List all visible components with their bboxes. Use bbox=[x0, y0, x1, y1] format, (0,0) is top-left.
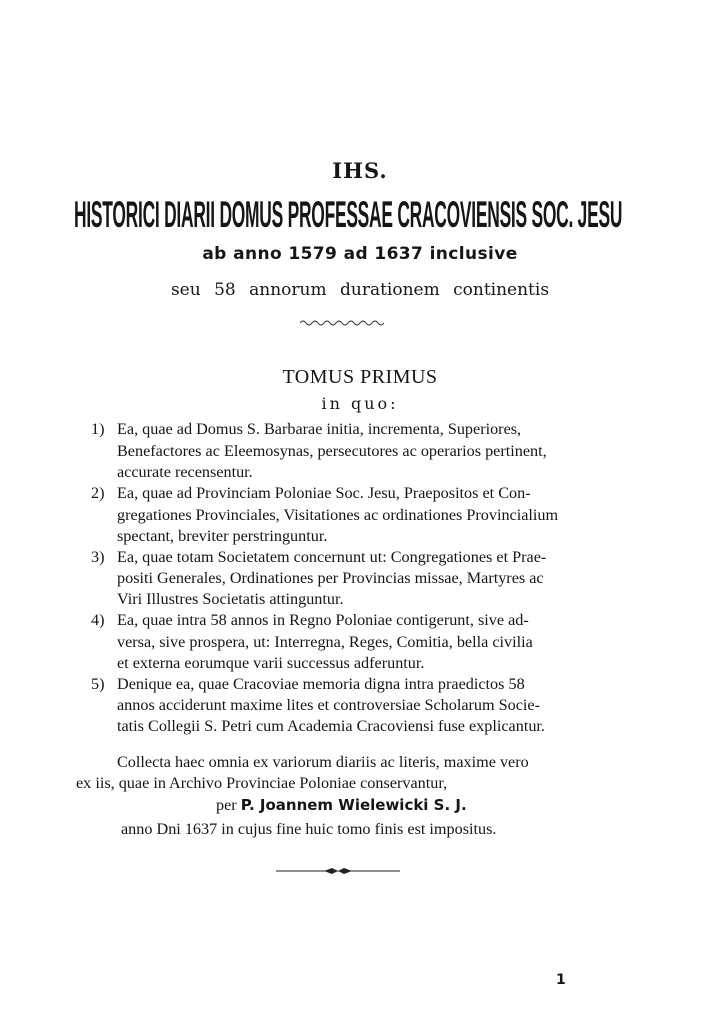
item-line: Benefactores ac Eleemosynas, persecutores ac operarios pertinent, bbox=[117, 442, 547, 460]
tomus-title: TOMUS PRIMUS bbox=[282, 366, 438, 388]
author-line bbox=[216, 795, 467, 815]
item-line: Ea, quae ad Domus S. Barbarae initia, incrementa, Superiores, bbox=[117, 420, 522, 438]
item-line: spectant, breviter perstringuntur. bbox=[117, 527, 328, 545]
subtitle-duration: seu 58 annorum durationem continentis bbox=[170, 280, 550, 300]
item-line: versa, sive prospera, ut: Interregna, Reges, Comitia, bella civilia bbox=[117, 633, 533, 651]
item-number: 2) bbox=[91, 484, 105, 502]
item-number: 3) bbox=[91, 548, 105, 566]
item-line: Ea, quae totam Societatem concernunt ut: Congregationes et Prae- bbox=[117, 548, 547, 566]
wavy-ornament bbox=[300, 317, 384, 329]
closing-line: anno Dni 1637 in cujus fine huic tomo finis est impositus. bbox=[121, 820, 497, 838]
in-quo-label: in quo: bbox=[321, 394, 399, 413]
item-line: Ea, quae intra 58 annos in Regno Poloniae contigerunt, sive ad- bbox=[117, 611, 529, 629]
subtitle-years: ab anno 1579 ad 1637 inclusive bbox=[202, 244, 518, 264]
ihs-monogram: IHS. bbox=[332, 158, 388, 183]
item-line: positi Generales, Ordinationes per Provincias missae, Martyres ac bbox=[117, 569, 544, 587]
page-number: 1 bbox=[556, 972, 566, 988]
item-line: et externa eorumque varii successus adferuntur. bbox=[117, 654, 425, 672]
main-title: HISTORICI DIARII DOMUS PROFESSAE CRACOVIENSIS SOC. JESU bbox=[74, 194, 623, 235]
item-line: annos acciderunt maxime lites et controversiae Scholarum Socie- bbox=[117, 696, 540, 714]
closing-line: ex iis, quae in Archivo Provinciae Poloniae conservantur, bbox=[76, 774, 448, 792]
item-line: Denique ea, quae Cracoviae memoria digna intra praedictos 58 bbox=[117, 675, 525, 693]
item-line: Viri Illustres Societatis attinguntur. bbox=[117, 590, 344, 608]
item-line: accurate recensentur. bbox=[117, 463, 253, 481]
item-line: tatis Collegii S. Petri cum Academia Cracoviensi fuse explicantur. bbox=[117, 717, 545, 735]
author-name: P. Joannem Wielewicki S. J. bbox=[240, 796, 467, 814]
per-label: per bbox=[216, 796, 237, 814]
ornamental-rule bbox=[276, 866, 400, 876]
item-number: 1) bbox=[91, 420, 105, 438]
closing-line: Collecta haec omnia ex variorum diariis ac literis, maxime vero bbox=[117, 753, 529, 771]
item-line: Ea, quae ad Provinciam Poloniae Soc. Jesu, Praepositos et Con- bbox=[117, 484, 531, 502]
item-line: gregationes Provinciales, Visitationes ac ordinationes Provincialium bbox=[117, 506, 559, 524]
item-number: 5) bbox=[91, 675, 105, 693]
item-number: 4) bbox=[91, 611, 105, 629]
